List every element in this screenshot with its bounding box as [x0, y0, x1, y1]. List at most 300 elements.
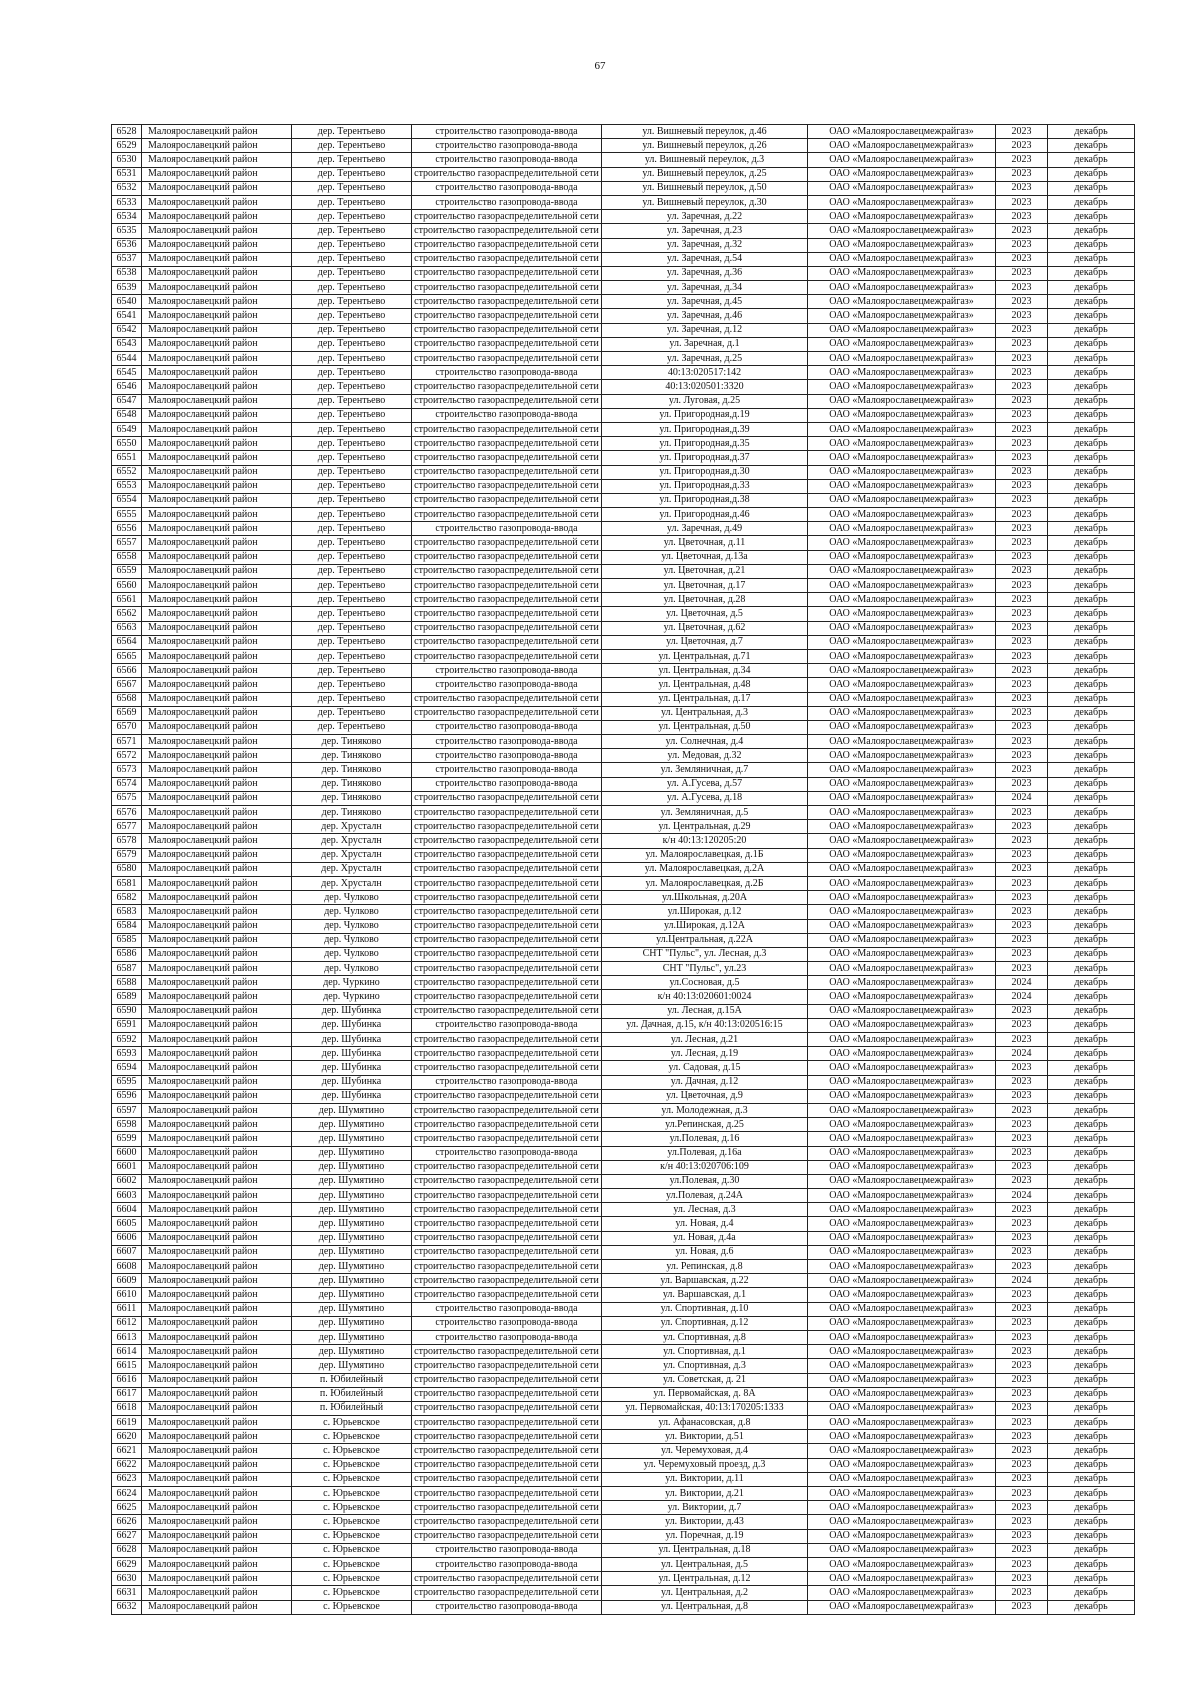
cell-work-type: строительство газопровода-ввода	[412, 1075, 602, 1089]
cell-year: 2023	[996, 806, 1048, 820]
cell-row-number: 6562	[112, 607, 142, 621]
table-row	[112, 1600, 1135, 1614]
cell-work-type: строительство газораспределительной сети	[412, 1501, 602, 1515]
cell-contractor: ОАО «Малоярославецмежрайгаз»	[808, 380, 996, 394]
cell-year: 2023	[996, 1061, 1048, 1075]
cell-address: ул. Репинская, д.8	[602, 1260, 808, 1274]
table-row	[112, 706, 1135, 720]
cell-row-number: 6594	[112, 1061, 142, 1075]
cell-district: Малоярославецкий район	[142, 777, 292, 791]
cell-contractor: ОАО «Малоярославецмежрайгаз»	[808, 536, 996, 550]
cell-year: 2023	[996, 1174, 1048, 1188]
cell-contractor: ОАО «Малоярославецмежрайгаз»	[808, 1515, 996, 1529]
cell-address: ул. Вишневый переулок, д.30	[602, 195, 808, 209]
cell-month: декабрь	[1048, 281, 1135, 295]
cell-row-number: 6589	[112, 990, 142, 1004]
cell-settlement: с. Юрьевское	[292, 1501, 412, 1515]
cell-settlement: дер. Терентьево	[292, 295, 412, 309]
cell-district: Малоярославецкий район	[142, 1146, 292, 1160]
cell-year: 2023	[996, 1401, 1048, 1415]
cell-row-number: 6585	[112, 933, 142, 947]
table-row	[112, 1302, 1135, 1316]
cell-contractor: ОАО «Малоярославецмежрайгаз»	[808, 465, 996, 479]
cell-row-number: 6601	[112, 1160, 142, 1174]
cell-address: ул. Новая, д.4	[602, 1217, 808, 1231]
cell-address: ул. Спортивная, д.10	[602, 1302, 808, 1316]
cell-address: ул. Цветочная, д.13а	[602, 550, 808, 564]
cell-year: 2023	[996, 1529, 1048, 1543]
table-row	[112, 352, 1135, 366]
cell-month: декабрь	[1048, 352, 1135, 366]
cell-address: ул. А.Гусева, д.57	[602, 777, 808, 791]
cell-settlement: дер. Терентьево	[292, 437, 412, 451]
cell-year: 2023	[996, 579, 1048, 593]
cell-month: декабрь	[1048, 125, 1135, 139]
cell-work-type: строительство газораспределительной сети	[412, 876, 602, 890]
cell-month: декабрь	[1048, 862, 1135, 876]
cell-work-type: строительство газораспределительной сети	[412, 1373, 602, 1387]
cell-district: Малоярославецкий район	[142, 1189, 292, 1203]
cell-month: декабрь	[1048, 990, 1135, 1004]
table-row	[112, 820, 1135, 834]
cell-row-number: 6548	[112, 408, 142, 422]
cell-settlement: дер. Терентьево	[292, 522, 412, 536]
table-row	[112, 1501, 1135, 1515]
cell-work-type: строительство газораспределительной сети	[412, 848, 602, 862]
cell-year: 2023	[996, 295, 1048, 309]
cell-address: ул.Широкая, д.12А	[602, 919, 808, 933]
cell-month: декабрь	[1048, 1047, 1135, 1061]
cell-work-type: строительство газораспределительной сети	[412, 1245, 602, 1259]
cell-district: Малоярославецкий район	[142, 125, 292, 139]
cell-month: декабрь	[1048, 1203, 1135, 1217]
cell-address: ул. Цветочная, д.7	[602, 635, 808, 649]
cell-district: Малоярославецкий район	[142, 139, 292, 153]
cell-address: ул. Медовая, д.32	[602, 749, 808, 763]
cell-address: ул. Лесная, д.19	[602, 1047, 808, 1061]
cell-row-number: 6571	[112, 735, 142, 749]
cell-settlement: дер. Шубинка	[292, 1089, 412, 1103]
cell-address: к/н 40:13:120205:20	[602, 834, 808, 848]
cell-district: Малоярославецкий район	[142, 763, 292, 777]
table-row	[112, 1274, 1135, 1288]
cell-district: Малоярославецкий район	[142, 1103, 292, 1117]
cell-month: декабрь	[1048, 607, 1135, 621]
cell-settlement: дер. Чулково	[292, 891, 412, 905]
table-row	[112, 1586, 1135, 1600]
cell-work-type: строительство газопровода-ввода	[412, 366, 602, 380]
cell-address: ул. Центральная, д.8	[602, 1600, 808, 1614]
table-row	[112, 1557, 1135, 1571]
cell-settlement: дер. Терентьево	[292, 649, 412, 663]
table-row	[112, 720, 1135, 734]
cell-work-type: строительство газораспределительной сети	[412, 806, 602, 820]
cell-contractor: ОАО «Малоярославецмежрайгаз»	[808, 1089, 996, 1103]
cell-month: декабрь	[1048, 905, 1135, 919]
cell-month: декабрь	[1048, 933, 1135, 947]
cell-work-type: строительство газораспределительной сети	[412, 1033, 602, 1047]
cell-settlement: дер. Терентьево	[292, 706, 412, 720]
cell-address: 40:13:020501:3320	[602, 380, 808, 394]
cell-settlement: дер. Терентьево	[292, 564, 412, 578]
cell-row-number: 6558	[112, 550, 142, 564]
cell-district: Малоярославецкий район	[142, 493, 292, 507]
cell-settlement: дер. Терентьево	[292, 210, 412, 224]
table-row	[112, 1033, 1135, 1047]
cell-row-number: 6550	[112, 437, 142, 451]
cell-contractor: ОАО «Малоярославецмежрайгаз»	[808, 1047, 996, 1061]
cell-address: ул. Садовая, д.15	[602, 1061, 808, 1075]
cell-district: Малоярославецкий район	[142, 962, 292, 976]
cell-row-number: 6582	[112, 891, 142, 905]
cell-contractor: ОАО «Малоярославецмежрайгаз»	[808, 976, 996, 990]
cell-year: 2023	[996, 451, 1048, 465]
cell-settlement: дер. Терентьево	[292, 125, 412, 139]
table-row	[112, 1118, 1135, 1132]
cell-contractor: ОАО «Малоярославецмежрайгаз»	[808, 1018, 996, 1032]
cell-row-number: 6532	[112, 181, 142, 195]
cell-year: 2023	[996, 1416, 1048, 1430]
table-row	[112, 1316, 1135, 1330]
cell-contractor: ОАО «Малоярославецмежрайгаз»	[808, 919, 996, 933]
cell-district: Малоярославецкий район	[142, 1359, 292, 1373]
cell-work-type: строительство газораспределительной сети	[412, 933, 602, 947]
cell-row-number: 6603	[112, 1189, 142, 1203]
cell-address: ул. Заречная, д.46	[602, 309, 808, 323]
cell-district: Малоярославецкий район	[142, 664, 292, 678]
cell-settlement: дер. Терентьево	[292, 579, 412, 593]
cell-year: 2023	[996, 337, 1048, 351]
cell-month: декабрь	[1048, 848, 1135, 862]
cell-district: Малоярославецкий район	[142, 1033, 292, 1047]
cell-district: Малоярославецкий район	[142, 806, 292, 820]
cell-settlement: дер. Чуркино	[292, 976, 412, 990]
cell-contractor: ОАО «Малоярославецмежрайгаз»	[808, 1430, 996, 1444]
cell-address: ул. Пригородная,д.33	[602, 479, 808, 493]
cell-month: декабрь	[1048, 493, 1135, 507]
cell-contractor: ОАО «Малоярославецмежрайгаз»	[808, 1345, 996, 1359]
cell-row-number: 6544	[112, 352, 142, 366]
cell-year: 2024	[996, 1047, 1048, 1061]
cell-year: 2023	[996, 1330, 1048, 1344]
cell-address: ул. Лесная, д.15А	[602, 1004, 808, 1018]
cell-district: Малоярославецкий район	[142, 1387, 292, 1401]
cell-work-type: строительство газораспределительной сети	[412, 593, 602, 607]
cell-settlement: с. Юрьевское	[292, 1572, 412, 1586]
cell-month: декабрь	[1048, 1401, 1135, 1415]
cell-month: декабрь	[1048, 749, 1135, 763]
cell-address: ул. Вишневый переулок, д.3	[602, 153, 808, 167]
cell-work-type: строительство газораспределительной сети	[412, 579, 602, 593]
cell-address: ул. Малоярославецкая, д.2А	[602, 862, 808, 876]
cell-month: декабрь	[1048, 1302, 1135, 1316]
cell-row-number: 6591	[112, 1018, 142, 1032]
cell-work-type: строительство газопровода-ввода	[412, 1316, 602, 1330]
cell-month: декабрь	[1048, 266, 1135, 280]
cell-year: 2023	[996, 153, 1048, 167]
cell-settlement: дер. Терентьево	[292, 635, 412, 649]
table-row	[112, 1529, 1135, 1543]
cell-month: декабрь	[1048, 593, 1135, 607]
table-row	[112, 366, 1135, 380]
cell-contractor: ОАО «Малоярославецмежрайгаз»	[808, 621, 996, 635]
cell-month: декабрь	[1048, 1458, 1135, 1472]
table-row	[112, 876, 1135, 890]
cell-year: 2023	[996, 1033, 1048, 1047]
cell-district: Малоярославецкий район	[142, 1458, 292, 1472]
cell-work-type: строительство газораспределительной сети	[412, 862, 602, 876]
table-row	[112, 1330, 1135, 1344]
cell-year: 2023	[996, 522, 1048, 536]
cell-settlement: дер. Шубинка	[292, 1061, 412, 1075]
cell-work-type: строительство газораспределительной сети	[412, 1203, 602, 1217]
cell-district: Малоярославецкий район	[142, 1288, 292, 1302]
cell-district: Малоярославецкий район	[142, 749, 292, 763]
table-row	[112, 976, 1135, 990]
cell-district: Малоярославецкий район	[142, 1330, 292, 1344]
table-row	[112, 195, 1135, 209]
cell-work-type: строительство газопровода-ввода	[412, 1543, 602, 1557]
cell-district: Малоярославецкий район	[142, 919, 292, 933]
cell-month: декабрь	[1048, 1543, 1135, 1557]
cell-settlement: с. Юрьевское	[292, 1430, 412, 1444]
table-body	[112, 125, 1135, 1615]
cell-row-number: 6588	[112, 976, 142, 990]
cell-contractor: ОАО «Малоярославецмежрайгаз»	[808, 337, 996, 351]
cell-month: декабрь	[1048, 1572, 1135, 1586]
cell-contractor: ОАО «Малоярославецмежрайгаз»	[808, 224, 996, 238]
cell-district: Малоярославецкий район	[142, 1557, 292, 1571]
cell-contractor: ОАО «Малоярославецмежрайгаз»	[808, 962, 996, 976]
cell-settlement: дер. Хрусталн	[292, 834, 412, 848]
cell-row-number: 6575	[112, 791, 142, 805]
table-row	[112, 380, 1135, 394]
cell-settlement: дер. Терентьево	[292, 550, 412, 564]
cell-row-number: 6561	[112, 593, 142, 607]
cell-work-type: строительство газораспределительной сети	[412, 564, 602, 578]
cell-month: декабрь	[1048, 1260, 1135, 1274]
cell-address: ул.Полевая, д.24А	[602, 1189, 808, 1203]
table-row	[112, 1458, 1135, 1472]
cell-settlement: дер. Тиняково	[292, 763, 412, 777]
cell-address: ул. Дачная, д.15, к/н 40:13:020516:15	[602, 1018, 808, 1032]
cell-settlement: дер. Чулково	[292, 919, 412, 933]
cell-month: декабрь	[1048, 1359, 1135, 1373]
cell-address: ул. Спортивная, д.1	[602, 1345, 808, 1359]
cell-district: Малоярославецкий район	[142, 947, 292, 961]
cell-work-type: строительство газораспределительной сети	[412, 692, 602, 706]
cell-month: декабрь	[1048, 479, 1135, 493]
cell-district: Малоярославецкий район	[142, 422, 292, 436]
cell-address: ул. Виктории, д.43	[602, 1515, 808, 1529]
cell-year: 2023	[996, 195, 1048, 209]
cell-row-number: 6583	[112, 905, 142, 919]
cell-address: ул. Центральная, д.2	[602, 1586, 808, 1600]
cell-month: декабрь	[1048, 1430, 1135, 1444]
cell-work-type: строительство газораспределительной сети	[412, 947, 602, 961]
cell-year: 2023	[996, 1302, 1048, 1316]
cell-row-number: 6543	[112, 337, 142, 351]
cell-year: 2023	[996, 1231, 1048, 1245]
cell-district: Малоярославецкий район	[142, 1061, 292, 1075]
cell-year: 2023	[996, 1557, 1048, 1571]
cell-district: Малоярославецкий район	[142, 1600, 292, 1614]
cell-year: 2023	[996, 238, 1048, 252]
table-row	[112, 337, 1135, 351]
cell-row-number: 6606	[112, 1231, 142, 1245]
cell-work-type: строительство газораспределительной сети	[412, 1430, 602, 1444]
cell-year: 2023	[996, 1203, 1048, 1217]
cell-row-number: 6557	[112, 536, 142, 550]
cell-year: 2023	[996, 1146, 1048, 1160]
cell-contractor: ОАО «Малоярославецмежрайгаз»	[808, 522, 996, 536]
cell-row-number: 6581	[112, 876, 142, 890]
cell-month: декабрь	[1048, 380, 1135, 394]
cell-district: Малоярославецкий район	[142, 1373, 292, 1387]
cell-work-type: строительство газораспределительной сети	[412, 1416, 602, 1430]
cell-settlement: дер. Шумятино	[292, 1345, 412, 1359]
cell-address: ул. Новая, д.6	[602, 1245, 808, 1259]
gasification-table-container	[111, 124, 1134, 1615]
cell-row-number: 6579	[112, 848, 142, 862]
table-row	[112, 167, 1135, 181]
cell-address: к/н 40:13:020601:0024	[602, 990, 808, 1004]
table-row	[112, 919, 1135, 933]
cell-district: Малоярославецкий район	[142, 195, 292, 209]
table-row	[112, 1061, 1135, 1075]
table-row	[112, 1047, 1135, 1061]
cell-district: Малоярославецкий район	[142, 1515, 292, 1529]
cell-month: декабрь	[1048, 1472, 1135, 1486]
cell-address: ул. Заречная, д.22	[602, 210, 808, 224]
cell-district: Малоярославецкий район	[142, 1416, 292, 1430]
cell-contractor: ОАО «Малоярославецмежрайгаз»	[808, 1401, 996, 1415]
cell-work-type: строительство газораспределительной сети	[412, 1359, 602, 1373]
cell-month: декабрь	[1048, 1288, 1135, 1302]
cell-address: ул. Центральная, д.48	[602, 678, 808, 692]
cell-work-type: строительство газораспределительной сети	[412, 1132, 602, 1146]
table-row	[112, 465, 1135, 479]
cell-row-number: 6538	[112, 266, 142, 280]
cell-contractor: ОАО «Малоярославецмежрайгаз»	[808, 1132, 996, 1146]
cell-address: ул. Советская, д. 21	[602, 1373, 808, 1387]
cell-address: ул. Заречная, д.54	[602, 252, 808, 266]
cell-district: Малоярославецкий район	[142, 337, 292, 351]
cell-row-number: 6632	[112, 1600, 142, 1614]
cell-work-type: строительство газораспределительной сети	[412, 1189, 602, 1203]
cell-row-number: 6624	[112, 1487, 142, 1501]
cell-row-number: 6537	[112, 252, 142, 266]
cell-settlement: дер. Терентьево	[292, 451, 412, 465]
cell-month: декабрь	[1048, 1345, 1135, 1359]
cell-row-number: 6597	[112, 1103, 142, 1117]
cell-month: декабрь	[1048, 408, 1135, 422]
table-row	[112, 1543, 1135, 1557]
cell-year: 2023	[996, 749, 1048, 763]
cell-row-number: 6560	[112, 579, 142, 593]
table-row	[112, 437, 1135, 451]
cell-contractor: ОАО «Малоярославецмежрайгаз»	[808, 1501, 996, 1515]
cell-work-type: строительство газопровода-ввода	[412, 763, 602, 777]
cell-contractor: ОАО «Малоярославецмежрайгаз»	[808, 1245, 996, 1259]
table-row	[112, 763, 1135, 777]
cell-district: Малоярославецкий район	[142, 366, 292, 380]
cell-address: ул. Спортивная, д.12	[602, 1316, 808, 1330]
cell-contractor: ОАО «Малоярославецмежрайгаз»	[808, 692, 996, 706]
cell-district: Малоярославецкий район	[142, 224, 292, 238]
cell-district: Малоярославецкий район	[142, 976, 292, 990]
cell-month: декабрь	[1048, 1387, 1135, 1401]
cell-district: Малоярославецкий район	[142, 1401, 292, 1415]
cell-row-number: 6628	[112, 1543, 142, 1557]
cell-address: ул. А.Гусева, д.18	[602, 791, 808, 805]
cell-month: декабрь	[1048, 1018, 1135, 1032]
cell-settlement: дер. Терентьево	[292, 408, 412, 422]
cell-row-number: 6608	[112, 1260, 142, 1274]
cell-year: 2023	[996, 1345, 1048, 1359]
cell-row-number: 6604	[112, 1203, 142, 1217]
cell-row-number: 6614	[112, 1345, 142, 1359]
table-row	[112, 905, 1135, 919]
cell-year: 2023	[996, 720, 1048, 734]
cell-address: ул. Малоярославецкая, д.2Б	[602, 876, 808, 890]
cell-district: Малоярославецкий район	[142, 706, 292, 720]
cell-row-number: 6554	[112, 493, 142, 507]
cell-year: 2023	[996, 649, 1048, 663]
cell-settlement: с. Юрьевское	[292, 1487, 412, 1501]
cell-work-type: строительство газораспределительной сети	[412, 962, 602, 976]
cell-address: ул. Центральная, д.71	[602, 649, 808, 663]
cell-contractor: ОАО «Малоярославецмежрайгаз»	[808, 579, 996, 593]
cell-district: Малоярославецкий район	[142, 678, 292, 692]
cell-month: декабрь	[1048, 522, 1135, 536]
table-row	[112, 479, 1135, 493]
cell-work-type: строительство газораспределительной сети	[412, 309, 602, 323]
cell-work-type: строительство газопровода-ввода	[412, 1146, 602, 1160]
cell-district: Малоярославецкий район	[142, 1047, 292, 1061]
cell-work-type: строительство газораспределительной сети	[412, 380, 602, 394]
cell-row-number: 6600	[112, 1146, 142, 1160]
cell-contractor: ОАО «Малоярославецмежрайгаз»	[808, 777, 996, 791]
cell-district: Малоярославецкий район	[142, 1018, 292, 1032]
cell-settlement: дер. Терентьево	[292, 536, 412, 550]
cell-work-type: строительство газопровода-ввода	[412, 1302, 602, 1316]
cell-year: 2023	[996, 493, 1048, 507]
table-row	[112, 678, 1135, 692]
cell-row-number: 6570	[112, 720, 142, 734]
cell-address: ул. Виктории, д.51	[602, 1430, 808, 1444]
cell-settlement: дер. Терентьево	[292, 479, 412, 493]
cell-settlement: дер. Терентьево	[292, 493, 412, 507]
table-row	[112, 607, 1135, 621]
cell-settlement: дер. Шумятино	[292, 1103, 412, 1117]
cell-contractor: ОАО «Малоярославецмежрайгаз»	[808, 125, 996, 139]
table-row	[112, 735, 1135, 749]
cell-district: Малоярославецкий район	[142, 281, 292, 295]
cell-contractor: ОАО «Малоярославецмежрайгаз»	[808, 309, 996, 323]
cell-settlement: дер. Тиняково	[292, 749, 412, 763]
cell-settlement: дер. Шумятино	[292, 1132, 412, 1146]
cell-contractor: ОАО «Малоярославецмежрайгаз»	[808, 281, 996, 295]
cell-row-number: 6609	[112, 1274, 142, 1288]
cell-work-type: строительство газораспределительной сети	[412, 990, 602, 1004]
cell-settlement: дер. Шумятино	[292, 1118, 412, 1132]
table-row	[112, 891, 1135, 905]
cell-work-type: строительство газораспределительной сети	[412, 266, 602, 280]
cell-settlement: дер. Тиняково	[292, 791, 412, 805]
cell-row-number: 6540	[112, 295, 142, 309]
cell-year: 2023	[996, 1260, 1048, 1274]
